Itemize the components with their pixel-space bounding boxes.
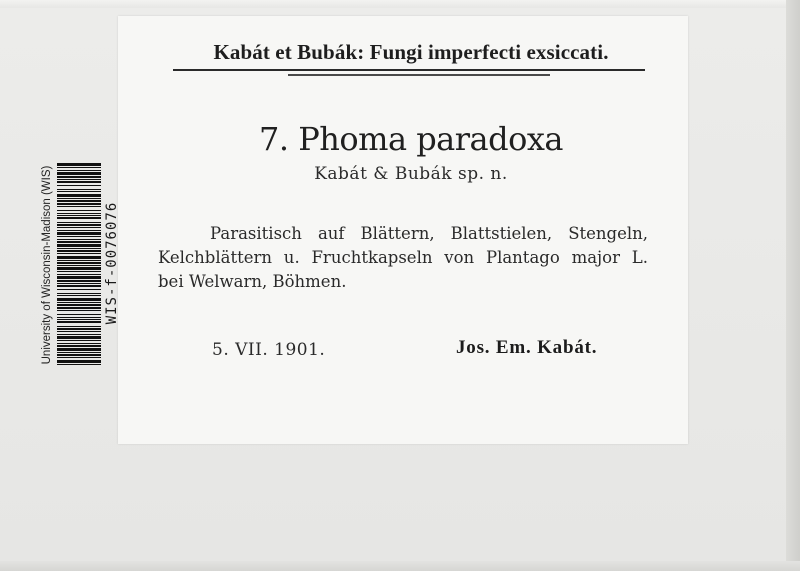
exsiccata-title: Kabát et Bubák: Fungi imperfecti exsiccati. [213,40,609,64]
specimen-description [158,222,648,294]
catalog-number: WIS-f-0076076 [104,201,120,325]
title-rule-thick [173,69,645,71]
species-name: 7. Phoma paradoxa [258,120,563,158]
description-line: Parasitisch auf Blättern, Blattstielen, Stengeln, [210,224,648,243]
institution-name: University of Wisconsin-Madison (WIS) [41,165,53,365]
collector-name: Jos. Em. Kabát. [456,337,598,358]
sheet-bottom-edge [0,561,800,571]
description-line: bei Welwarn, Böhmen. [158,272,347,291]
description-line: Kelchblättern u. Fruchtkapseln von Plantago major L. [158,248,648,267]
sheet-right-edge [786,0,800,571]
title-rule-thin [288,74,550,76]
collection-date: 5. VII. 1901. [212,340,326,360]
barcode-image [57,163,101,365]
species-authors: Kabát & Bubák sp. n. [314,164,508,184]
sheet-top-edge [0,0,800,8]
